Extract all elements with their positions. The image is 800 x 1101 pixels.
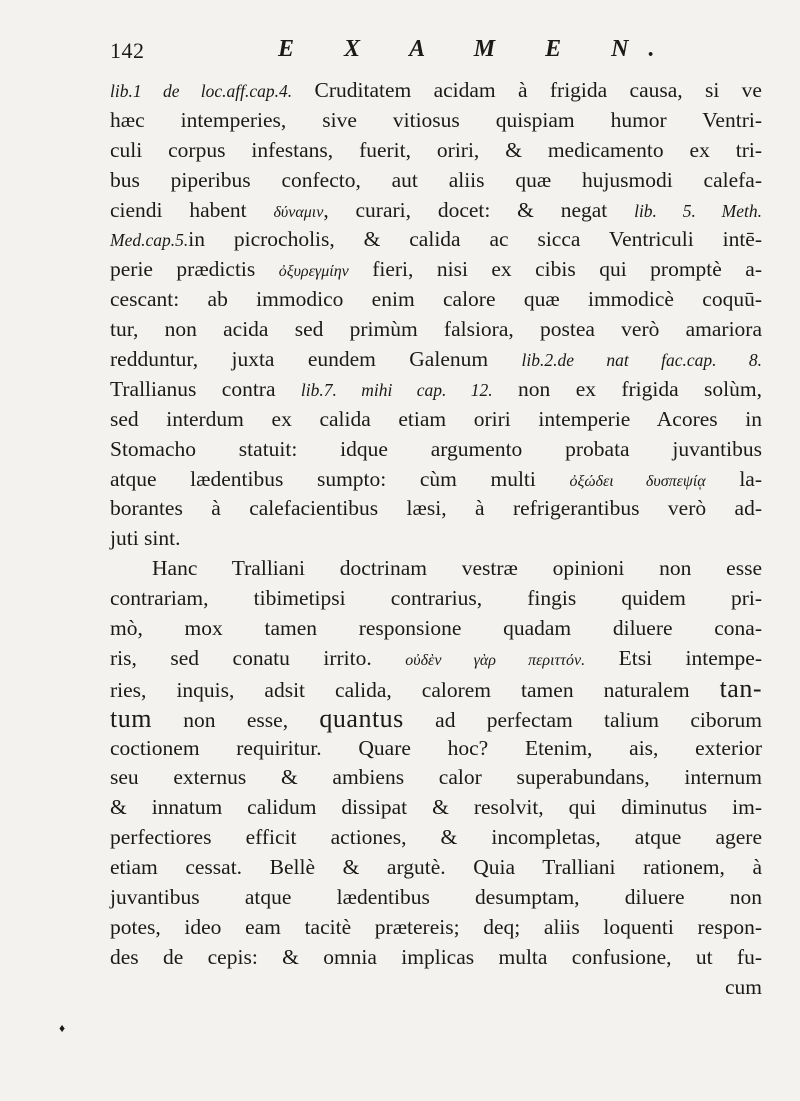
text-segment: etiam cessat. Bellè & argutè. Quia Tralliani rationem, à (110, 855, 762, 880)
text-line (110, 913, 762, 943)
citation: lib.1 de loc.aff.cap.4. (110, 81, 293, 101)
text-line (110, 763, 762, 793)
text-segment: des de cepis: & omnia implicas multa confusione, ut fu- (110, 944, 762, 969)
text-segment: juti sint. (110, 526, 181, 551)
text-line (110, 225, 762, 255)
text-line (110, 196, 762, 226)
text-segment: non ex frigida solùm, (492, 376, 762, 401)
text-line (110, 255, 762, 285)
text-segment: contrariam, tibimetipsi contrarius, fingis quidem pri- (110, 586, 762, 611)
text-segment: , curari, docet: & negat (323, 197, 635, 222)
text-segment: potes, ideo eam tacitè prætereis; deq; aliis loquenti respon- (110, 914, 762, 939)
text-segment: atque lædentibus sumpto: cùm multi (110, 466, 570, 491)
text-segment: cescant: ab immodico enim calore quæ immodicè coquū- (110, 287, 762, 312)
text-segment: ris, sed conatu irrito. (110, 645, 406, 670)
text-line (110, 405, 762, 435)
citation: lib.2.de nat fac.cap. 8. (521, 350, 762, 371)
text-line (110, 136, 762, 166)
text-line (110, 166, 762, 196)
text-segment: culi corpus infestans, fuerit, oriri, & medicamento ex tri- (110, 137, 762, 162)
running-head: E X A M E N. (278, 36, 675, 62)
text-segment: tum (110, 703, 152, 733)
text-segment: sed interdum ex calida etiam oriri intemperie Acores in (110, 406, 762, 431)
citation: Med.cap.5. (110, 230, 189, 251)
text-line (110, 973, 762, 1003)
page-header (110, 36, 750, 72)
text-line (110, 793, 762, 823)
text-line (110, 853, 762, 883)
text-segment: Cruditatem acidam à frigida causa, si ve (292, 78, 762, 102)
text-line (110, 883, 762, 913)
text-line (110, 674, 762, 704)
text-line (110, 704, 762, 734)
text-segment: tur, non acida sed primùm falsiora, postea verò amariora (110, 317, 762, 342)
text-line (110, 285, 762, 315)
text-line (110, 494, 762, 524)
text-segment: Stomacho statuit: idque argumento probata juvantibus (110, 436, 762, 461)
text-segment: hæc intemperies, sive vitiosus quispiam humor Ventri- (110, 107, 762, 132)
text-line (110, 734, 762, 764)
text-segment: cum (724, 974, 762, 999)
text-segment: & innatum calidum dissipat & resolvit, qui diminutus im- (110, 795, 762, 820)
text-line (110, 345, 762, 375)
text-line (110, 943, 762, 973)
text-segment: borantes à calefacientibus læsi, à refrigerantibus verò ad- (110, 496, 762, 521)
text-line (110, 614, 762, 644)
text-line (110, 375, 762, 405)
text-line (110, 315, 762, 345)
greek-word: ὀξώδει δυσπεψίᾳ (569, 472, 706, 490)
text-line (110, 823, 762, 853)
text-segment: redduntur, juxta eundem Galenum (110, 347, 522, 372)
text-segment: Hanc Tralliani doctrinam vestræ opinioni non esse (152, 556, 762, 581)
text-segment: ad perfectam talium ciborum (403, 707, 762, 732)
text-segment: tan- (719, 673, 762, 703)
text-segment: la- (705, 466, 762, 491)
text-line (110, 106, 762, 136)
text-segment: non esse, (151, 707, 320, 732)
text-line (110, 584, 762, 614)
greek-word: οὐδὲν γὰρ περιττόν. (405, 651, 586, 669)
text-segment: bus piperibus confecto, aut aliis quæ hujusmodi calefa- (110, 167, 762, 192)
body-text (110, 76, 762, 1003)
text-line (110, 76, 762, 106)
text-segment: in picrocholis, & calida ac sicca Ventriculi intē- (188, 227, 762, 252)
text-segment: quantus (319, 703, 404, 733)
text-line (110, 524, 762, 554)
text-segment: Trallianus contra (110, 376, 301, 401)
greek-word: ὀξυρεγμίην (278, 263, 349, 281)
text-segment: Etsi intempe- (585, 645, 762, 670)
text-segment: fieri, nisi ex cibis qui promptè a- (348, 257, 762, 282)
text-segment: ries, inquis, adsit calida, calorem tamen naturalem (110, 677, 720, 702)
text-segment: perfectiores efficit actiones, & incompletas, atque agere (110, 825, 762, 850)
text-line (110, 554, 762, 584)
greek-word: δύναμιν (273, 203, 324, 221)
citation: lib. 5. Meth. (634, 200, 763, 221)
text-segment: mò, mox tamen responsione quadam diluere cona- (110, 616, 762, 641)
text-segment: juvantibus atque lædentibus desumptam, diluere non (110, 885, 762, 910)
text-segment: coctionem requiritur. Quare hoc? Etenim, ais, exterior (110, 735, 762, 760)
text-line (110, 644, 762, 674)
text-line (110, 435, 762, 465)
text-segment: perie prædictis (110, 257, 279, 282)
margin-mark: ♦ (59, 1021, 66, 1035)
text-segment: seu externus & ambiens calor superabundans, internum (110, 765, 762, 790)
text-line (110, 465, 762, 495)
page-number: 142 (110, 38, 145, 63)
text-segment: ciendi habent (110, 197, 274, 222)
citation: lib.7. mihi cap. 12. (300, 379, 493, 400)
